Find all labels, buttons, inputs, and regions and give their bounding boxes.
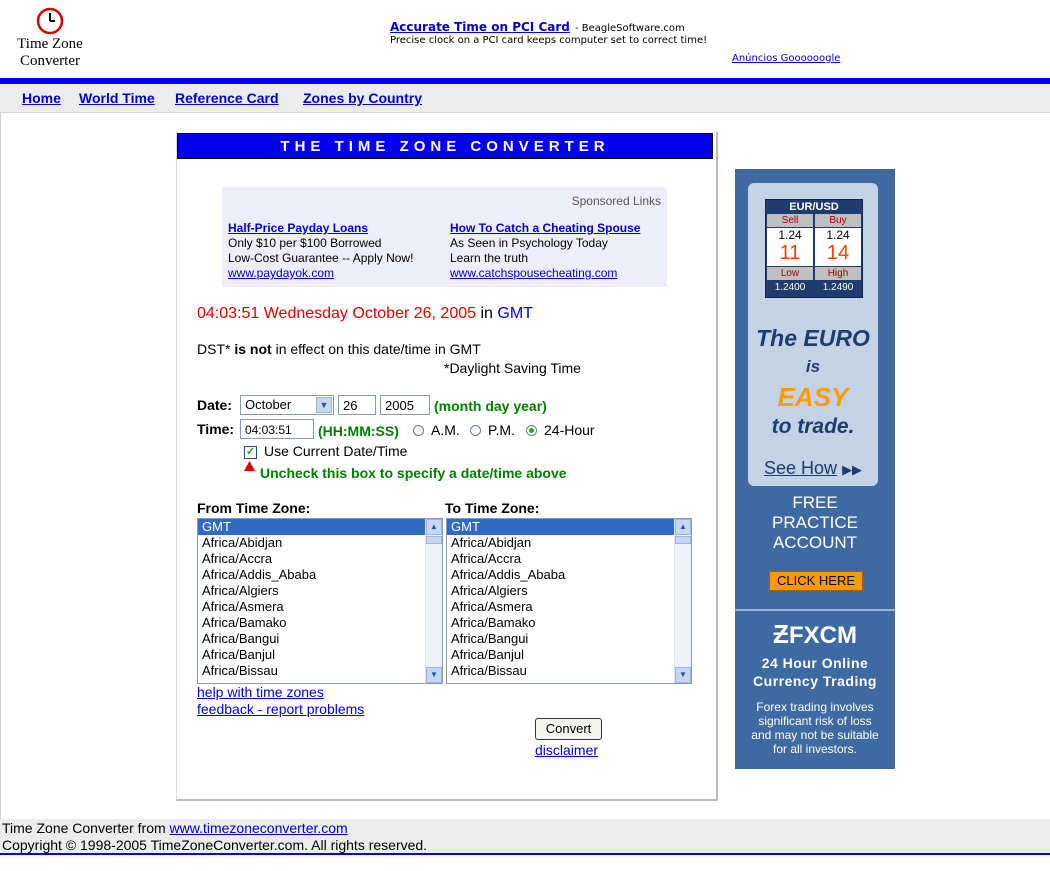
- buy-quote: [815, 228, 861, 266]
- day-input[interactable]: 26: [338, 395, 376, 415]
- 24-hour-label: 24-Hour: [544, 422, 595, 438]
- footer-prefix: Time Zone Converter from: [2, 820, 166, 836]
- sponsored-ad-2-line1: As Seen in Psychology Today: [450, 236, 608, 250]
- see-how-label: See How: [764, 458, 838, 478]
- left-border: [0, 112, 1, 819]
- ad-to-trade: to trade.: [771, 415, 855, 438]
- risk-line: and may not be suitable: [751, 728, 879, 742]
- to-zone-option[interactable]: Africa/Bamako: [451, 615, 536, 630]
- clock-icon: [35, 6, 65, 36]
- pm-label: P.M.: [488, 422, 515, 438]
- disclaimer-link[interactable]: disclaimer: [535, 742, 599, 758]
- low-value: 1.2400: [774, 282, 806, 293]
- top-ad: [390, 16, 810, 46]
- warning-triangle-icon: [244, 461, 255, 471]
- to-zone-listbox[interactable]: [446, 518, 692, 684]
- month-select-value: October: [245, 397, 292, 412]
- logo-line-1: Time Zone: [17, 36, 83, 52]
- 24-hour-radio[interactable]: [526, 425, 537, 436]
- to-zone-option[interactable]: Africa/Asmera: [451, 599, 533, 614]
- buy-price-small: 1.24: [826, 228, 850, 242]
- ads-by-google-link[interactable]: Anúncios Goooooogle: [732, 53, 841, 64]
- scroll-down-icon[interactable]: ▼: [675, 667, 691, 683]
- risk-line: significant risk of loss: [758, 714, 872, 728]
- to-zone-scrollbar[interactable]: [674, 519, 691, 683]
- scroll-down-icon[interactable]: ▼: [426, 667, 442, 683]
- fxcm-logo: [735, 619, 895, 650]
- sponsored-links-box: [222, 187, 667, 287]
- footer-copyright: Copyright © 1998-2005 TimeZoneConverter.com. All rights reserved.: [2, 837, 428, 853]
- help-time-zones-link[interactable]: help with time zones: [197, 684, 324, 700]
- footer-site-link[interactable]: www.timezoneconverter.com: [169, 820, 348, 836]
- risk-line: for all investors.: [772, 742, 858, 756]
- high-label: High: [815, 267, 861, 280]
- nav-home-link[interactable]: Home: [22, 90, 61, 106]
- convert-button[interactable]: Convert: [535, 718, 602, 740]
- to-zone-option[interactable]: Africa/Banjul: [451, 647, 524, 662]
- year-input[interactable]: 2005: [380, 395, 430, 415]
- high-value: 1.2490: [822, 282, 854, 293]
- risk-disclaimer: [735, 700, 895, 756]
- from-zone-option[interactable]: Africa/Bangui: [202, 631, 280, 646]
- eur-usd-quote-box: [765, 199, 863, 298]
- currency-pair: EUR/USD: [789, 201, 839, 213]
- fxcm-side-ad[interactable]: [735, 169, 895, 769]
- from-zone-option[interactable]: Africa/Algiers: [202, 583, 279, 598]
- sponsored-ad-2-line2: Learn the truth: [450, 251, 529, 265]
- sponsored-ad-1-url[interactable]: www.paydayok.com: [228, 266, 335, 280]
- ad-easy: EASY: [777, 382, 849, 412]
- euro-ad-card: [748, 183, 878, 486]
- dst-bold: is not: [234, 341, 272, 357]
- from-zone-scrollbar[interactable]: [425, 519, 442, 683]
- free-line-3: ACCOUNT: [772, 533, 858, 552]
- time-input[interactable]: 04:03:51: [240, 419, 314, 439]
- sell-label: Sell: [767, 214, 813, 227]
- sponsored-ad-1-line2: Low-Cost Guarantee -- Apply Now!: [228, 251, 414, 265]
- nav-world-time-link[interactable]: World Time: [79, 90, 155, 106]
- to-zone-option[interactable]: Africa/Bissau: [451, 663, 527, 678]
- from-zone-option[interactable]: Africa/Banjul: [202, 647, 275, 662]
- result-in: in: [480, 305, 493, 322]
- nav-zones-by-country-link[interactable]: Zones by Country: [303, 90, 423, 106]
- nav-reference-card-link[interactable]: Reference Card: [175, 90, 279, 106]
- ad-24-line-2: Currency Trading: [753, 673, 877, 689]
- date-format-hint: (month day year): [434, 398, 547, 414]
- footer: [0, 819, 1050, 853]
- result-datetime: 04:03:51 Wednesday October 26, 2005: [197, 305, 477, 322]
- top-ad-description: Precise clock on a PCI card keeps computer set to correct time!: [390, 35, 708, 46]
- buy-label: Buy: [815, 214, 861, 227]
- dst-prefix: DST*: [197, 341, 231, 357]
- pm-radio[interactable]: [470, 425, 481, 436]
- from-zone-option[interactable]: Africa/Addis_Ababa: [202, 567, 317, 582]
- from-zone-listbox[interactable]: [197, 518, 443, 684]
- dst-suffix: in effect on this date/time in GMT: [275, 341, 481, 357]
- risk-line: Forex trading involves: [756, 700, 874, 714]
- ad-euro-headline: The EURO: [756, 325, 870, 351]
- fxcm-brand: FXCM: [788, 622, 857, 649]
- free-practice-account: [735, 493, 895, 553]
- sell-price-small: 1.24: [778, 228, 802, 242]
- top-ad-source: - BeagleSoftware.com: [574, 23, 685, 34]
- from-zone-option[interactable]: Africa/Abidjan: [202, 535, 283, 550]
- sell-quote: [767, 228, 813, 266]
- sponsored-ad-2-title[interactable]: How To Catch a Cheating Spouse: [450, 221, 641, 235]
- click-here-button[interactable]: CLICK HERE: [769, 571, 863, 591]
- date-label: Date:: [197, 397, 233, 413]
- sponsored-ad-2-url[interactable]: www.catchspousecheating.com: [450, 266, 618, 280]
- top-ad-title-link[interactable]: Accurate Time on PCI Card: [390, 20, 570, 34]
- free-line-2: PRACTICE: [772, 513, 858, 532]
- am-radio[interactable]: [413, 425, 424, 436]
- nav-bar: [0, 84, 1050, 113]
- sell-price-big: 11: [779, 242, 801, 264]
- from-zone-label: From Time Zone:: [197, 500, 311, 516]
- low-label: Low: [767, 267, 813, 280]
- use-current-label: Use Current Date/Time: [264, 443, 408, 459]
- time-format-hint: (HH:MM:SS): [318, 423, 399, 439]
- dst-note: *Daylight Saving Time: [444, 360, 581, 376]
- logo-line-2: Converter: [20, 53, 80, 69]
- result-zone: GMT: [497, 305, 533, 322]
- ad-24-hour: [735, 654, 895, 690]
- site-logo[interactable]: [10, 6, 90, 76]
- use-current-checkbox[interactable]: ✓: [245, 446, 256, 458]
- sponsored-ad-2: [450, 221, 640, 281]
- ad-24-line-1: 24 Hour Online: [761, 655, 869, 671]
- am-label: A.M.: [431, 422, 460, 438]
- from-zone-option[interactable]: GMT: [198, 519, 442, 535]
- ad-is: is: [805, 357, 821, 376]
- to-zone-option[interactable]: Africa/Algiers: [451, 583, 528, 598]
- scroll-thumb[interactable]: [675, 536, 691, 544]
- from-zone-option[interactable]: Africa/Asmera: [202, 599, 284, 614]
- converted-result: [197, 305, 533, 323]
- to-zone-option[interactable]: GMT: [447, 519, 691, 535]
- sponsored-ad-1-title[interactable]: Half-Price Payday Loans: [228, 221, 369, 235]
- from-zone-option[interactable]: Africa/Bamako: [202, 615, 287, 630]
- footer-line-1: [2, 820, 348, 836]
- ad-divider: [735, 609, 895, 611]
- chevron-down-icon[interactable]: ▼: [316, 397, 332, 413]
- sponsored-ad-1: [228, 221, 413, 281]
- buy-price-big: 14: [826, 242, 850, 264]
- to-zone-option[interactable]: Africa/Addis_Ababa: [451, 567, 566, 582]
- sponsored-ad-1-line1: Only $10 per $100 Borrowed: [228, 236, 382, 250]
- sponsored-header: Sponsored Links: [571, 194, 661, 208]
- see-how-link[interactable]: [764, 458, 862, 479]
- scroll-thumb[interactable]: [426, 536, 442, 544]
- month-select[interactable]: [240, 395, 334, 415]
- from-zone-option[interactable]: Africa/Accra: [202, 551, 273, 566]
- uncheck-hint: Uncheck this box to specify a date/time above: [260, 465, 567, 481]
- to-zone-option[interactable]: Africa/Abidjan: [451, 535, 532, 550]
- scroll-up-icon[interactable]: ▲: [675, 519, 691, 535]
- time-label: Time:: [197, 421, 235, 437]
- to-zone-option[interactable]: Africa/Accra: [451, 551, 522, 566]
- double-arrow-right-icon: ▶▶: [842, 462, 863, 477]
- free-line-1: FREE: [792, 493, 838, 512]
- fxcm-swoosh-icon: Ƶ: [773, 619, 789, 649]
- to-zone-label: To Time Zone:: [445, 500, 540, 516]
- scroll-up-icon[interactable]: ▲: [426, 519, 442, 535]
- panel-title: THE TIME ZONE CONVERTER: [177, 133, 713, 159]
- feedback-link[interactable]: feedback - report problems: [197, 701, 365, 717]
- bottom-divider: [0, 853, 1050, 855]
- to-zone-option[interactable]: Africa/Bangui: [451, 631, 529, 646]
- from-zone-option[interactable]: Africa/Bissau: [202, 663, 278, 678]
- dst-status: [197, 341, 481, 357]
